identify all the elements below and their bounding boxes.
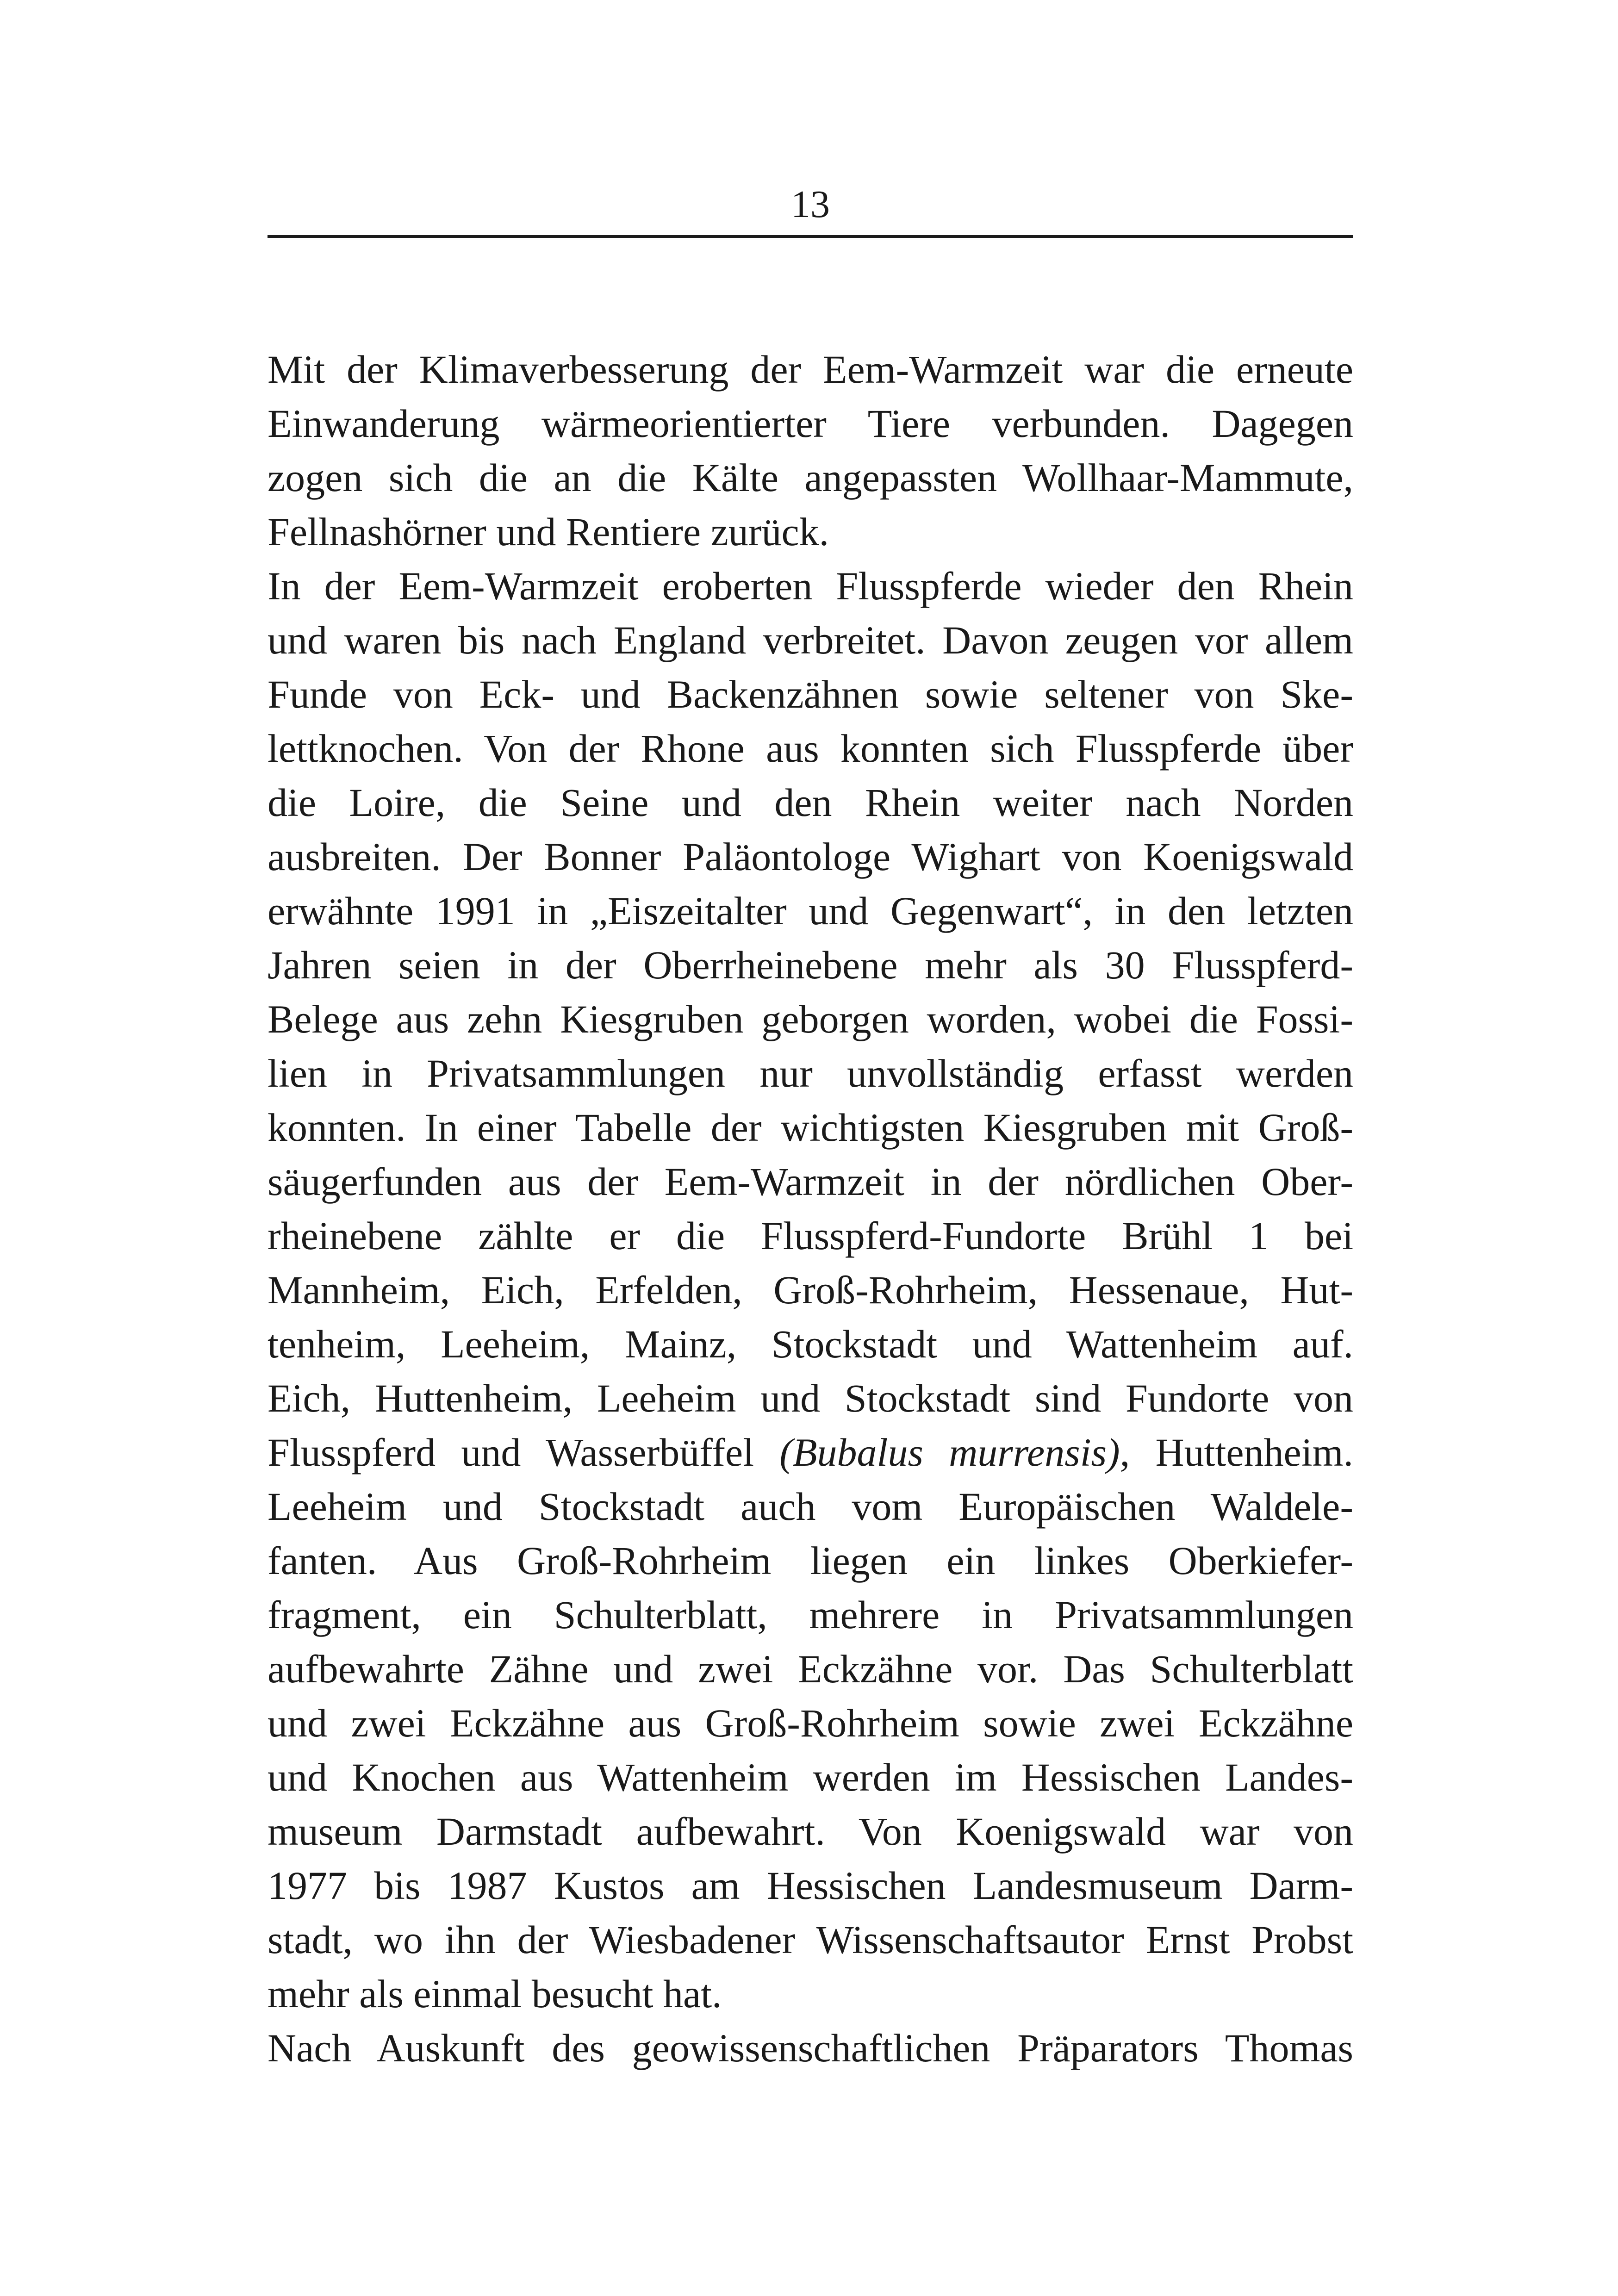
species-name-italic: (Bubalus murrensis) xyxy=(779,1430,1120,1475)
text-line: aufbewahrte Zähne und zwei Eckzähne vor. Das Schulterblatt xyxy=(268,1647,1353,1691)
text-line: säugerfunden aus der Eem-Warmzeit in der nördlichen Ober- xyxy=(268,1159,1353,1204)
text-line: In der Eem-Warmzeit eroberten Flusspferde wieder den Rhein xyxy=(268,564,1353,608)
text-line: Nach Auskunft des geowissenschaftlichen Präparators Thomas xyxy=(268,2026,1353,2070)
text-line: museum Darmstadt aufbewahrt. Von Koenigswald war von xyxy=(268,1809,1353,1854)
text-line: 1977 bis 1987 Kustos am Hessischen Landesmuseum Darm- xyxy=(268,1863,1353,1908)
text-line: Belege aus zehn Kiesgruben geborgen worden, wobei die Fossi- xyxy=(268,997,1353,1041)
text-line: Mannheim, Eich, Erfelden, Groß-Rohrheim, Hessenaue, Hut- xyxy=(268,1268,1353,1312)
text-line: und waren bis nach England verbreitet. Davon zeugen vor allem xyxy=(268,618,1353,662)
text-line: und Knochen aus Wattenheim werden im Hessischen Landes- xyxy=(268,1755,1353,1799)
body-text xyxy=(268,342,1353,2075)
text-line: Jahren seien in der Oberrheinebene mehr als 30 Flusspferd- xyxy=(268,943,1353,987)
text-line: lien in Privatsammlungen nur unvollständig erfasst werden xyxy=(268,1051,1353,1095)
text-line-with-italic xyxy=(268,1425,1353,1480)
text-line: Eich, Huttenheim, Leeheim und Stockstadt sind Fundorte von xyxy=(268,1376,1353,1420)
text-line: Funde von Eck- und Backenzähnen sowie seltener von Ske- xyxy=(268,672,1353,716)
text-line: lettknochen. Von der Rhone aus konnten sich Flusspferde über xyxy=(268,726,1353,771)
text-line: Einwanderung wärmeorientierter Tiere verbunden. Dagegen xyxy=(268,401,1353,446)
text-line: zogen sich die an die Kälte angepassten Wollhaar-Mammute, xyxy=(268,455,1353,500)
text-line: rheinebene zählte er die Flusspferd-Fundorte Brühl 1 bei xyxy=(268,1213,1353,1258)
text-line: Mit der Klimaverbesserung der Eem-Warmzeit war die erneute xyxy=(268,347,1353,392)
text-line: Leeheim und Stockstadt auch vom Europäischen Waldele- xyxy=(268,1484,1353,1529)
header-rule xyxy=(268,235,1353,238)
text-line: fanten. Aus Groß-Rohrheim liegen ein linkes Oberkiefer- xyxy=(268,1538,1353,1583)
text-line: die Loire, die Seine und den Rhein weiter nach Norden xyxy=(268,780,1353,825)
text-line: erwähnte 1991 in „Eiszeitalter und Gegenwart“, in den letzten xyxy=(268,889,1353,933)
line-segment: Flusspferd und Wasserbüffel xyxy=(268,1430,780,1475)
text-line: ausbreiten. Der Bonner Paläontologe Wighart von Koenigswald xyxy=(268,834,1353,879)
text-line: fragment, ein Schulterblatt, mehrere in Privatsammlungen xyxy=(268,1593,1353,1637)
page-number: 13 xyxy=(791,183,830,226)
line-segment: , Huttenheim. xyxy=(1120,1430,1354,1475)
text-line: konnten. In einer Tabelle der wichtigsten Kiesgruben mit Groß- xyxy=(268,1105,1353,1150)
text-line: Fellnashörner und Rentiere zurück. xyxy=(268,510,829,554)
text-line: stadt, wo ihn der Wiesbadener Wissenschaftsautor Ernst Probst xyxy=(268,1917,1353,1962)
text-line: mehr als einmal besucht hat. xyxy=(268,1972,722,2016)
text-line: und zwei Eckzähne aus Groß-Rohrheim sowie zwei Eckzähne xyxy=(268,1701,1353,1745)
text-line: tenheim, Leeheim, Mainz, Stockstadt und Wattenheim auf. xyxy=(268,1322,1353,1366)
